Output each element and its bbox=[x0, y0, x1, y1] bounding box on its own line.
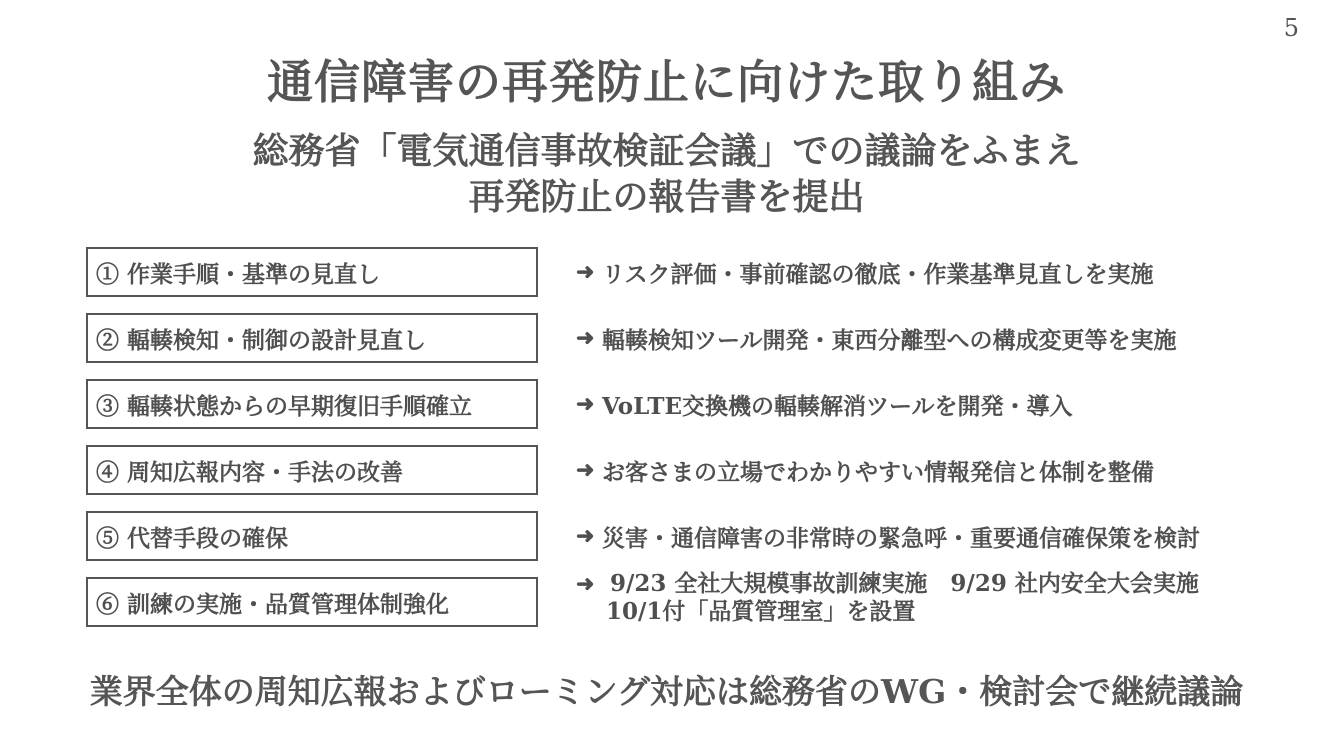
measure-action-text: VoLTE交換機の輻輳解消ツールを開発・導入 bbox=[602, 392, 1073, 420]
measure-row-1 bbox=[86, 247, 1286, 301]
measure-label: ③ 輻輳状態からの早期復旧手順確立 bbox=[86, 379, 538, 429]
measure-action bbox=[576, 379, 1073, 429]
arrow-right-icon: ➜ bbox=[576, 571, 595, 597]
measure-row-6 bbox=[86, 570, 1286, 631]
arrow-right-icon: ➜ bbox=[576, 457, 595, 483]
arrow-right-icon: ➜ bbox=[576, 259, 595, 285]
measure-label: ⑥ 訓練の実施・品質管理体制強化 bbox=[86, 577, 538, 627]
measure-action-text: 輻輳検知ツール開発・東西分離型への構成変更等を実施 bbox=[602, 326, 1177, 354]
measure-row-4 bbox=[86, 445, 1286, 499]
slide-title: 通信障害の再発防止に向けた取り組み bbox=[267, 55, 1066, 109]
measure-action bbox=[576, 445, 1154, 495]
measure-action-text: リスク評価・事前確認の徹底・作業基準見直しを実施 bbox=[602, 260, 1154, 288]
arrow-right-icon: ➜ bbox=[576, 325, 595, 351]
measure-action bbox=[576, 570, 1199, 625]
measure-action-line-2: 10/1付「品質管理室」を設置 bbox=[606, 598, 916, 625]
measure-action-text: 9/23 全社大規模事故訓練実施 9/29 社内安全大会実施 bbox=[610, 570, 1199, 597]
measure-row-5 bbox=[86, 511, 1286, 565]
slide-subtitle bbox=[0, 128, 1333, 220]
arrow-right-icon: ➜ bbox=[576, 523, 595, 549]
page-number: 5 bbox=[1283, 14, 1299, 42]
subtitle-line-2: 再発防止の報告書を提出 bbox=[468, 176, 865, 218]
measure-row-2 bbox=[86, 313, 1286, 367]
measure-label: ② 輻輳検知・制御の設計見直し bbox=[86, 313, 538, 363]
measure-action bbox=[576, 511, 1200, 561]
arrow-right-icon: ➜ bbox=[576, 391, 595, 417]
subtitle-line-1: 総務省「電気通信事故検証会議」での議論をふまえ bbox=[252, 130, 1081, 172]
measure-label: ④ 周知広報内容・手法の改善 bbox=[86, 445, 538, 495]
measure-action bbox=[576, 313, 1177, 363]
measure-label: ⑤ 代替手段の確保 bbox=[86, 511, 538, 561]
measure-row-3 bbox=[86, 379, 1286, 433]
measure-action-line-1 bbox=[576, 570, 1199, 598]
measure-label: ① 作業手順・基準の見直し bbox=[86, 247, 538, 297]
measure-action bbox=[576, 247, 1154, 297]
measure-action-text: 災害・通信障害の非常時の緊急呼・重要通信確保策を検討 bbox=[602, 524, 1200, 552]
measure-action-text: お客さまの立場でわかりやすい情報発信と体制を整備 bbox=[602, 458, 1154, 486]
slide-footer: 業界全体の周知広報およびローミング対応は総務省のWG・検討会で継続議論 bbox=[89, 672, 1244, 711]
